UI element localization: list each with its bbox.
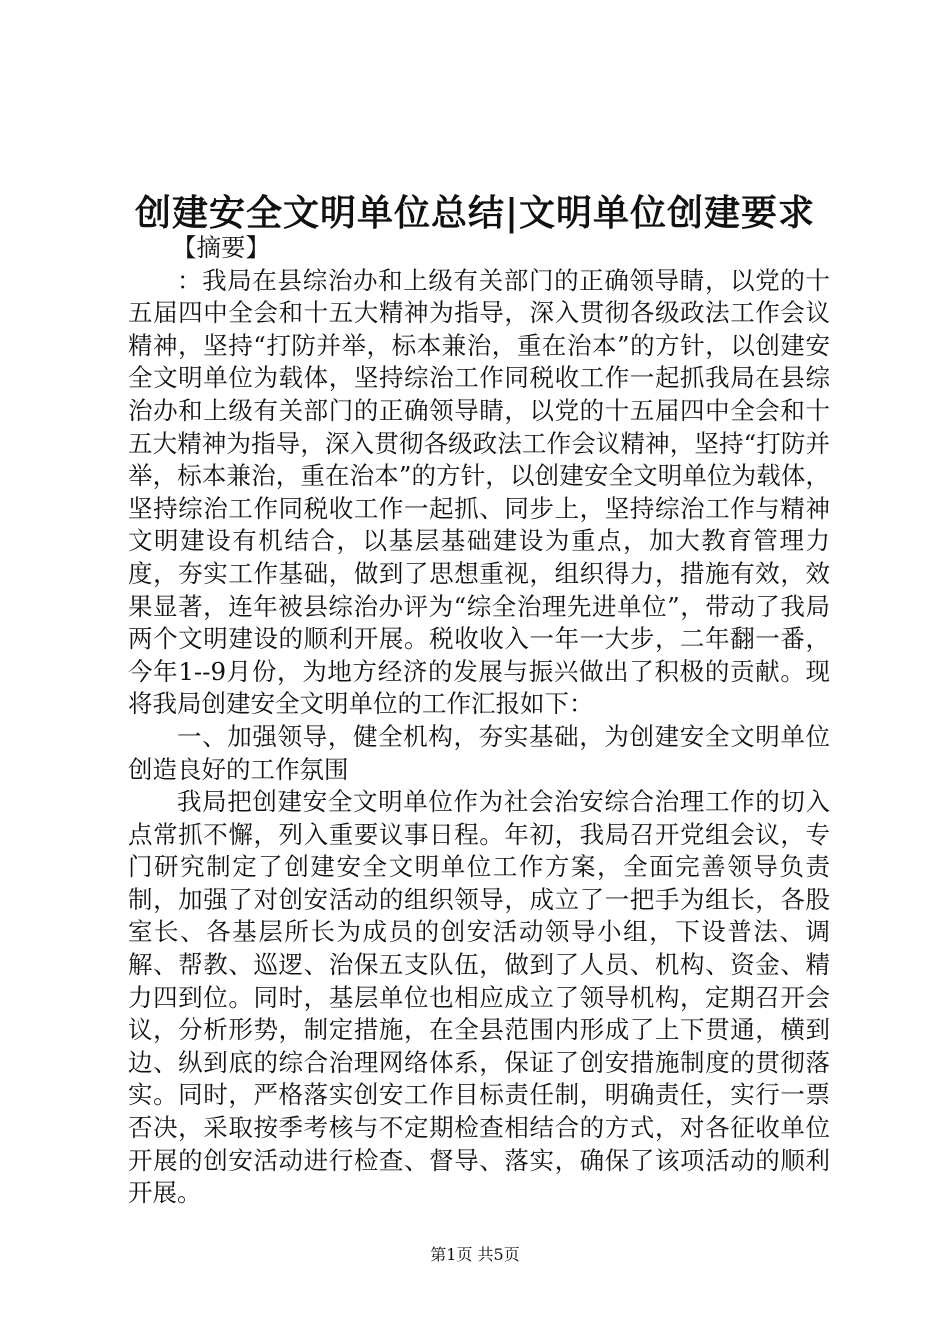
page-footer: 第1页 共5页 <box>430 1245 520 1264</box>
document-title: 创建安全文明单位总结|文明单位创建要求 <box>134 192 816 234</box>
paragraph-intro: ：我局在县综治办和上级有关部门的正确领导睛，以党的十五届四中全会和十五大精神为指导，深入贯彻各级政法工作会议精神，坚持“打防并举，标本兼治，重在治本”的方针，以创建安全文明单位为载体，坚持综治工作同税收工作一起抓我局在县综治办和上级有关部门的正确领导睛，以党的十五届四中全会和十五大精神为指导，深入贯彻各级政法工作会议精神，坚持“打防并举，标本兼治，重在治本”的方针，以创建安全文明单位为载体，坚持综治工作同税收工作一起抓、同步上，坚持综治工作与精神文明建设有机结合，以基层基础建设为重点，加大教育管理力度，夯实工作基础，做到了思想重视，组织得力，措施有效，效果显著，连年被县综治办评为“综全治理先进单位”，带动了我局两个文明建设的顺利开展。税收收入一年一大步，二年翻一番，今年1--9月份，为地方经济的发展与振兴做出了积极的贡献。现将我局创建安全文明单位的工作汇报如下： <box>128 265 830 719</box>
abstract-label: 【摘要】 <box>172 233 270 262</box>
document-body <box>128 232 830 1210</box>
paragraph-section-1: 我局把创建安全文明单位作为社会治安综合治理工作的切入点常抓不懈，列入重要议事日程。年初，我局召开党组会议，专门研究制定了创建安全文明单位工作方案，全面完善领导负责制，加强了对创安活动的组织领导，成立了一把手为组长，各股室长、各基层所长为成员的创安活动领导小组，下设普法、调解、帮教、巡逻、治保五支队伍，做到了人员、机构、资金、精力四到位。同时，基层单位也相应成立了领导机构，定期召开会议，分析形势，制定措施，在全县范围内形成了上下贯通，横到边、纵到底的综合治理网络体系，保证了创安措施制度的贯彻落实。同时，严格落实创安工作目标责任制，明确责任，实行一票否决，采取按季考核与不定期检查相结合的方式，对各征收单位开展的创安活动进行检查、督导、落实，确保了该项活动的顺利开展。 <box>128 787 830 1208</box>
section-heading-1: 一、加强领导，健全机构，夯实基础，为创建安全文明单位创造良好的工作氛围 <box>128 721 830 784</box>
